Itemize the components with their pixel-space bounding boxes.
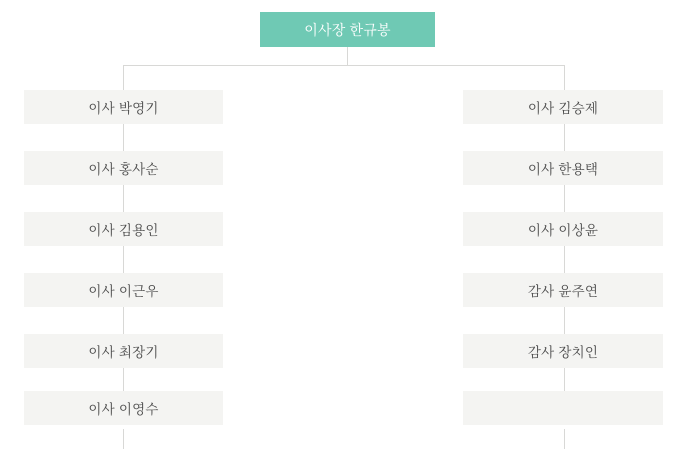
org-node-left-6: 이사 이영수 — [24, 391, 223, 425]
org-node-right-2: 이사 한용택 — [463, 151, 663, 185]
connector-right-2 — [564, 185, 565, 212]
connector-left-2 — [123, 185, 124, 212]
connector-right-drop — [564, 65, 565, 90]
org-node-right-3: 이사 이상윤 — [463, 212, 663, 246]
connector-root-stem — [347, 47, 348, 65]
org-node-left-3: 이사 김용인 — [24, 212, 223, 246]
connector-left-6 — [123, 429, 124, 449]
connector-left-3 — [123, 246, 124, 273]
org-node-right-4: 감사 윤주연 — [463, 273, 663, 307]
org-node-left-5: 이사 최장기 — [24, 334, 223, 368]
org-node-left-4: 이사 이근우 — [24, 273, 223, 307]
connector-root-bus — [123, 65, 565, 66]
connector-right-1 — [564, 124, 565, 151]
connector-left-4 — [123, 307, 124, 334]
connector-right-6 — [564, 429, 565, 449]
connector-left-drop — [123, 65, 124, 90]
connector-left-1 — [123, 124, 124, 151]
org-node-right-1: 이사 김승제 — [463, 90, 663, 124]
org-node-left-1: 이사 박영기 — [24, 90, 223, 124]
connector-right-4 — [564, 307, 565, 334]
org-node-root: 이사장 한규봉 — [260, 12, 435, 47]
org-node-right-5: 감사 장치인 — [463, 334, 663, 368]
connector-right-3 — [564, 246, 565, 273]
org-node-right-6 — [463, 391, 663, 425]
org-node-left-2: 이사 홍사순 — [24, 151, 223, 185]
